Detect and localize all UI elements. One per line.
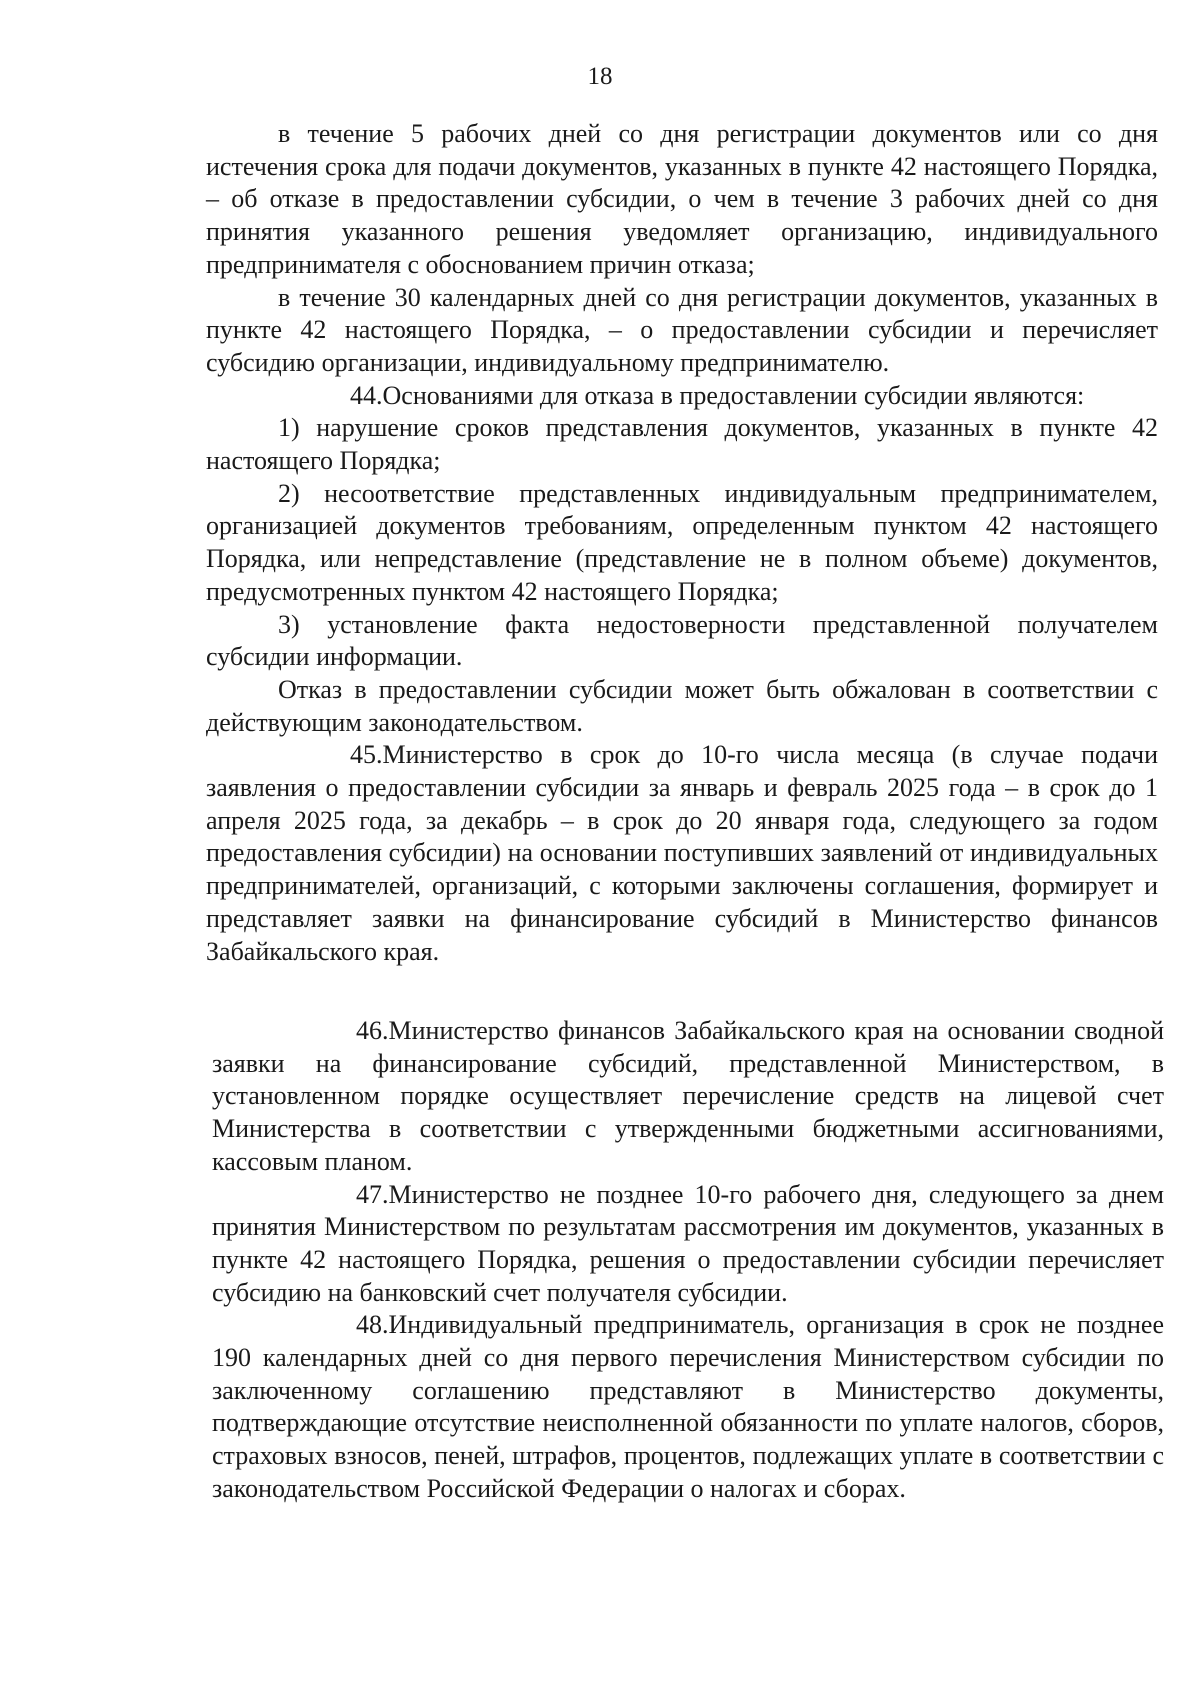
paragraph-appeal: Отказ в предоставлении субсидии может быть обжалован в соответствии с действующим законодательством. xyxy=(206,674,1158,737)
paragraph-44: 44.Основаниями для отказа в предоставлении субсидии являются: xyxy=(206,380,1158,413)
text-body-upper xyxy=(206,118,1158,968)
paragraph-44-item-2: 2) несоответствие представленных индивидуальным предпринимателем, организацией документов требованиям, определенным пунктом 42 настоящего Порядка, или непредставление (представление не в полном объеме) документов, предусмотренных пунктом 42 настоящего Порядка; xyxy=(206,478,1158,606)
page-number: 18 xyxy=(587,63,613,90)
text-body-lower xyxy=(212,1015,1164,1506)
paragraph-44-item-1: 1) нарушение сроков представления документов, указанных в пункте 42 настоящего Порядка; xyxy=(206,413,1158,476)
paragraph-grant-decision: в течение 30 календарных дней со дня регистрации документов, указанных в пункте 42 настоящего Порядка, – о предоставлении субсидии и перечисляет субсидию организации, индивидуальному предпринимателю. xyxy=(206,282,1158,377)
paragraph-45: 45.Министерство в срок до 10-го числа месяца (в случае подачи заявления о предоставлении субсидии за январь и февраль 2025 года – в срок до 1 апреля 2025 года, за декабрь – в срок до 20 января года, следующего за годом предоставления субсидии) на основании поступивших заявлений от индивидуальных предпринимателей, организаций, с которыми заключены соглашения, формирует и представляет заявки на финансирование субсидий в Министерство финансов Забайкальского края. xyxy=(206,740,1158,966)
paragraph-46: 46.Министерство финансов Забайкальского края на основании сводной заявки на финансирование субсидий, представленной Министерством, в установленном порядке осуществляет перечисление средств на лицевой счет Министерства в соответствии с утвержденными бюджетными ассигнованиями, кассовым планом. xyxy=(212,1016,1164,1176)
paragraph-refusal-decision: в течение 5 рабочих дней со дня регистрации документов или со дня истечения срока для подачи документов, указанных в пункте 42 настоящего Порядка, – об отказе в предоставлении субсидии, о чем в течение 3 рабочих дней со дня принятия указанного решения уведомляет организацию, индивидуального предпринимателя с обоснованием причин отказа; xyxy=(206,119,1158,279)
paragraph-47: 47.Министерство не позднее 10-го рабочего дня, следующего за днем принятия Министерством по результатам рассмотрения им документов, указанных в пункте 42 настоящего Порядка, решения о предоставлении субсидии перечисляет субсидию на банковский счет получателя субсидии. xyxy=(212,1179,1164,1307)
paragraph-44-item-3: 3) установление факта недостоверности представленной получателем субсидии информации. xyxy=(206,609,1158,672)
clause-number: 48. xyxy=(356,1310,389,1340)
clause-number: 46. xyxy=(356,1016,389,1045)
clause-number: 45. xyxy=(350,740,383,770)
clause-number: 44. xyxy=(350,380,383,410)
clause-number: 47. xyxy=(356,1179,389,1209)
paragraph-48: 48.Индивидуальный предприниматель, организация в срок не позднее 190 календарных дней со дня первого перечисления Министерством субсидии по заключенному соглашению представляют в Министерство документы, подтверждающие отсутствие неисполненной обязанности по уплате налогов, сборов, страховых взносов, пеней, штрафов, процентов, подлежащих уплате в соответствии с законодательством Российской Федерации о налогах и сборах. xyxy=(212,1310,1164,1503)
